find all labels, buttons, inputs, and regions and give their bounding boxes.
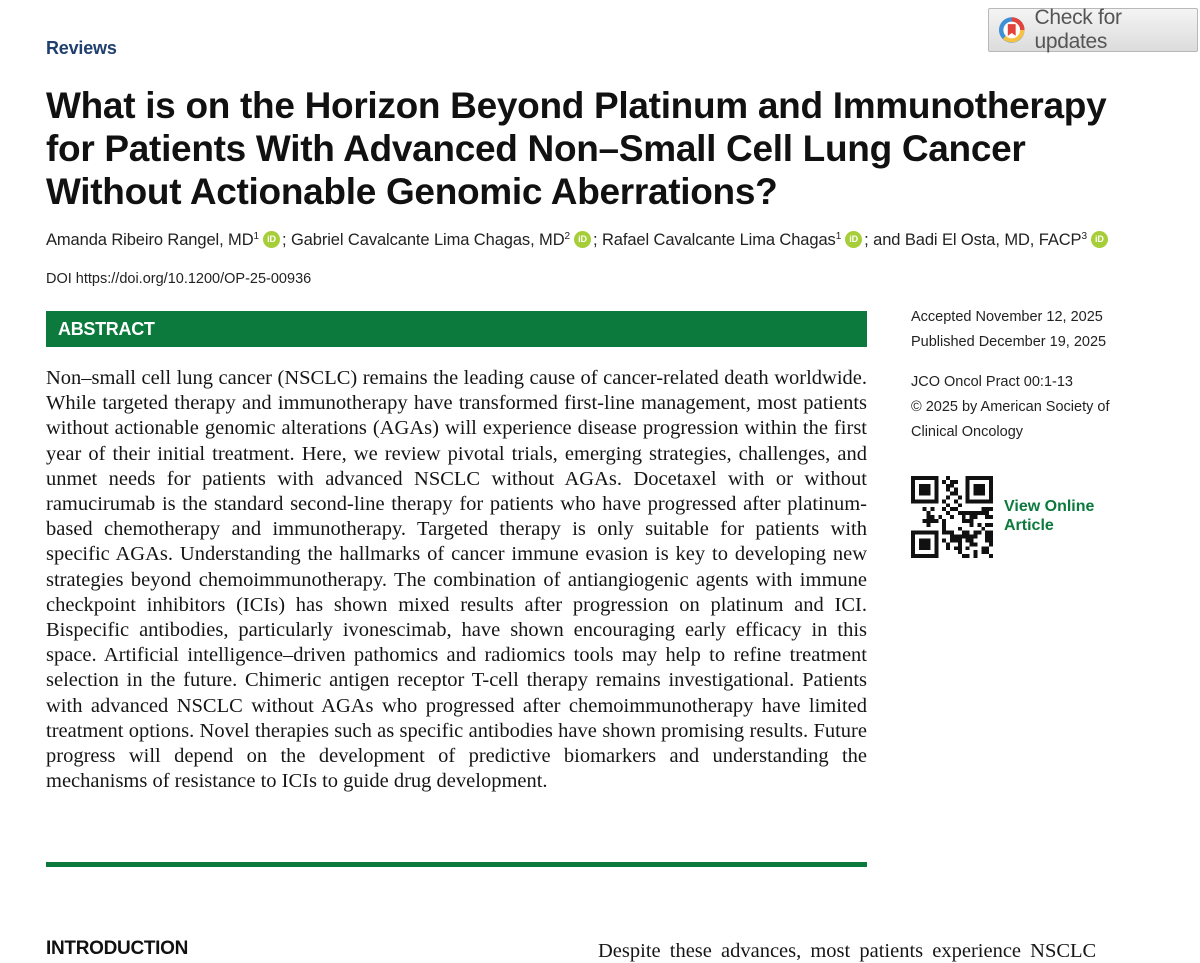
author-list	[46, 231, 1156, 250]
affiliation-number: 2	[564, 231, 570, 242]
section-label: Reviews	[46, 38, 117, 58]
view-online-article-link[interactable]	[1004, 497, 1114, 535]
abstract-text: Non–small cell lung cancer (NSCLC) remains the leading cause of cancer-related death worldwide. While targeted therapy and immunotherapy have transformed first-line management, most patients without actionable genomic alterations (AGAs) will experience disease progression within the first year of their initial treatment. Here, we review pivotal trials, emerging strategies, challenges, and unmet needs for patients with advanced NSCLC without AGAs. Docetaxel with or without ramucirumab is the standard second-line therapy for patients who have progressed after platinum-based chemotherapy and immunotherapy. Targeted therapy is only suitable for patients with specific AGAs. Understanding the hallmarks of cancer immune evasion is key to developing new strategies beyond chemoimmunotherapy. The combination of antiangiogenic agents with immune checkpoint inhibitors (ICIs) has shown mixed results after progression on platinum and ICI. Bispecific antibodies, particularly ivonescimab, have shown encouraging early efficacy in this space. Artificial intelligence–driven pathomics and radiomics tools may help to refine treatment selection in the future. Chimeric antigen receptor T-cell therapy remains investigational. Patients with advanced NSCLC without AGAs who progressed after chemoimmunotherapy have limited treatment options. Novel therapies such as specific antibodies have shown promising results. Future progress will depend on the development of predictive biomarkers and understanding the mechanisms of resistance to ICIs to guide drug development.	[46, 367, 867, 793]
accepted-date: Accepted November 12, 2025	[911, 309, 1103, 325]
title-line: What is on the Horizon Beyond Platinum and Immunotherapy	[46, 85, 1107, 126]
article-title	[46, 84, 1156, 213]
author-name[interactable]: Gabriel Cavalcante Lima Chagas, MD	[290, 231, 565, 249]
orcid-icon[interactable]	[574, 231, 591, 248]
view-online-label: Article	[1004, 517, 1054, 534]
qr-code-icon[interactable]	[911, 476, 993, 558]
check-for-updates-label: Check for updates	[1034, 6, 1122, 53]
copyright-line: © 2025 by American Society of	[911, 399, 1110, 415]
author-separator: ;	[592, 231, 602, 249]
published-date: Published December 19, 2025	[911, 334, 1107, 350]
citation-info	[911, 370, 1171, 445]
orcid-icon[interactable]	[263, 231, 280, 248]
crossmark-icon	[997, 15, 1026, 45]
affiliation-number: 3	[1081, 231, 1087, 242]
orcid-icon[interactable]	[845, 231, 862, 248]
author-separator: ; and	[864, 231, 905, 249]
orcid-icon[interactable]	[1091, 231, 1108, 248]
view-online-label: View Online	[1004, 498, 1095, 515]
introduction-text: Despite these advances, most patients experience NSCLC	[598, 940, 1097, 962]
journal-citation: JCO Oncol Pract 00:1-13	[911, 374, 1073, 390]
title-line: Without Actionable Genomic Aberrations?	[46, 171, 778, 212]
doi-link[interactable]: DOI https://doi.org/10.1200/OP-25-00936	[46, 271, 312, 287]
title-line: for Patients With Advanced Non–Small Cell Lung Cancer	[46, 128, 1026, 169]
introduction-heading: INTRODUCTION	[46, 938, 189, 959]
author-name[interactable]: Amanda Ribeiro Rangel, MD	[46, 231, 254, 249]
abstract-divider	[46, 862, 867, 867]
author-separator: ;	[281, 231, 291, 249]
author-name[interactable]: Rafael Cavalcante Lima Chagas	[601, 231, 836, 249]
affiliation-number: 1	[253, 231, 259, 242]
copyright-line: Clinical Oncology	[911, 424, 1024, 440]
author-name[interactable]: Badi El Osta, MD, FACP	[904, 231, 1082, 249]
check-for-updates-button[interactable]	[988, 8, 1198, 52]
abstract-heading: ABSTRACT	[46, 311, 867, 347]
affiliation-number: 1	[835, 231, 842, 242]
publication-dates	[911, 305, 1171, 355]
